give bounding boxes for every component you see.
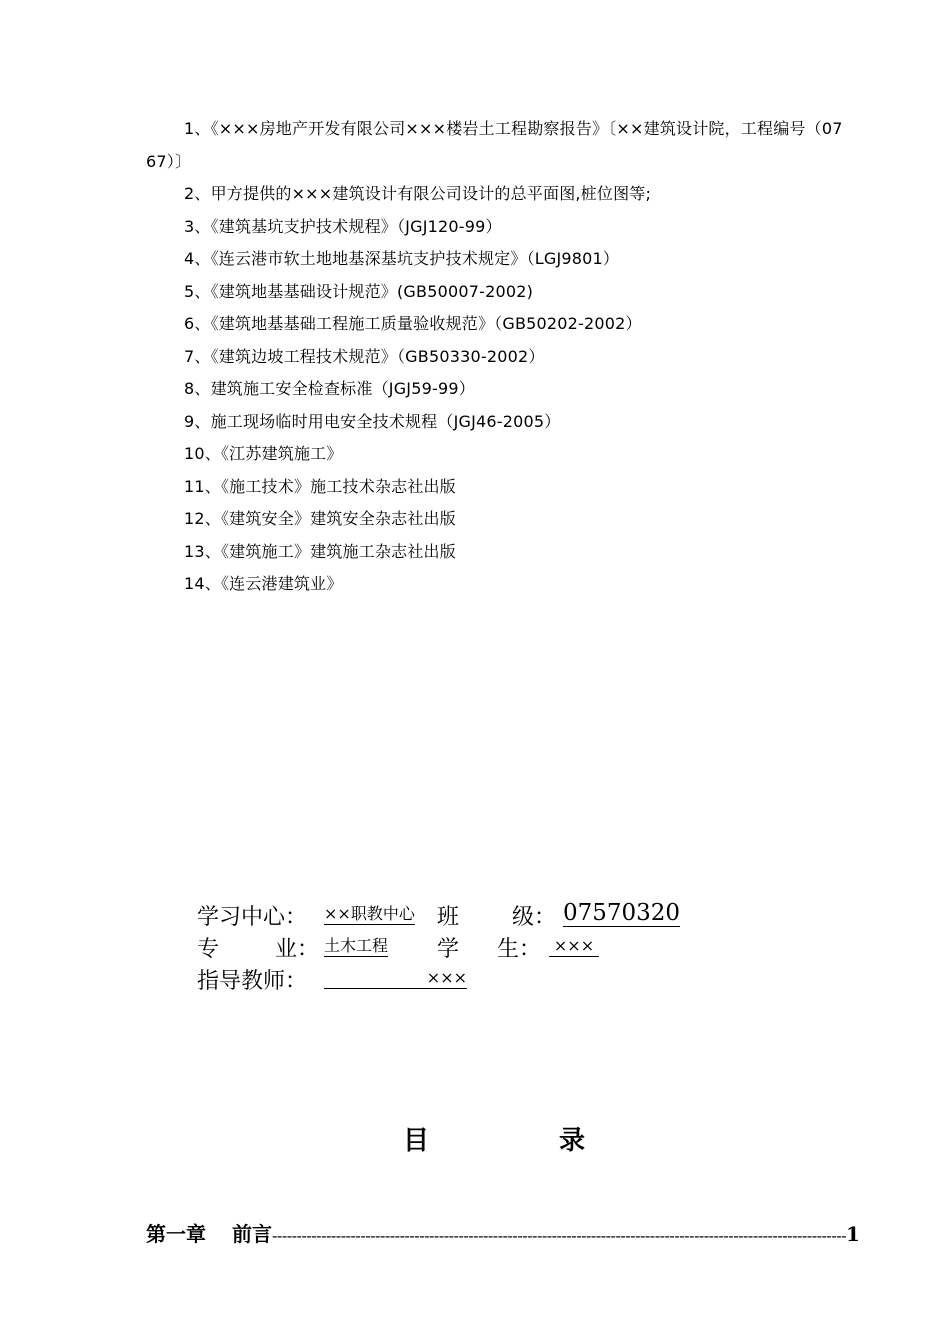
class-label-1: 班	[437, 905, 460, 930]
advisor-value: ×××	[324, 968, 467, 989]
class-value: 07570320	[563, 900, 681, 926]
major-value: 土木工程	[324, 936, 389, 955]
reference-item: 9、施工现场临时用电安全技术规程（JGJ46-2005）	[184, 411, 561, 431]
reference-item: 10、《江苏建筑施工》	[184, 444, 343, 463]
class-label-2: 级：	[512, 905, 557, 930]
reference-item: 6、《建筑地基基础工程施工质量验收规范》（GB50202-2002）	[184, 314, 642, 333]
reference-item: 4、《连云港市软土地地基深基坑支护技术规定》（LGJ9801）	[184, 249, 620, 268]
center-value: ××职教中心	[324, 904, 415, 923]
reference-item: 7、《建筑边坡工程技术规范》（GB50330-2002）	[184, 346, 545, 366]
major-label-2: 业：	[275, 937, 320, 962]
center-label: 学习中心：	[197, 905, 308, 930]
reference-item: 11、《施工技术》施工技术杂志社出版	[184, 476, 456, 496]
reference-item: 3、《建筑基坑支护技术规程》（JGJ120-99）	[184, 216, 502, 236]
reference-item: 1、《×××房地产开发有限公司×××楼岩土工程勘察报告》〔××建筑设计院，工程编号（0767）〕	[146, 119, 843, 171]
reference-item: 12、《建筑安全》建筑安全杂志社出版	[184, 509, 456, 528]
student-label-2: 生：	[497, 937, 542, 962]
student-label-1: 学	[437, 937, 460, 962]
toc-title-char-1: 目	[403, 1126, 430, 1156]
major-label-1: 专	[197, 937, 220, 962]
toc-entry[interactable]	[146, 1218, 860, 1247]
reference-item: 14、《连云港建筑业》	[184, 574, 343, 593]
reference-item: 2、甲方提供的×××建筑设计有限公司设计的总平面图,桩位图等;	[184, 184, 652, 203]
toc-entry-leader: ---------------------------------------------------------------------------------------------------------------------	[272, 1226, 847, 1245]
toc-entry-title: 前言	[232, 1222, 272, 1246]
reference-item: 13、《建筑施工》建筑施工杂志社出版	[184, 541, 456, 561]
student-value: ×××	[549, 936, 599, 957]
advisor-label: 指导教师：	[197, 969, 308, 994]
toc-title-char-2: 录	[559, 1126, 586, 1156]
toc-entry-page: 1	[846, 1222, 860, 1246]
toc-entry-chapter: 第一章	[146, 1222, 206, 1246]
reference-list	[146, 113, 846, 601]
reference-item: 8、建筑施工安全检查标准（JGJ59-99）	[184, 379, 475, 398]
reference-item: 5、《建筑地基基础设计规范》(GB50007-2002)	[184, 281, 534, 301]
